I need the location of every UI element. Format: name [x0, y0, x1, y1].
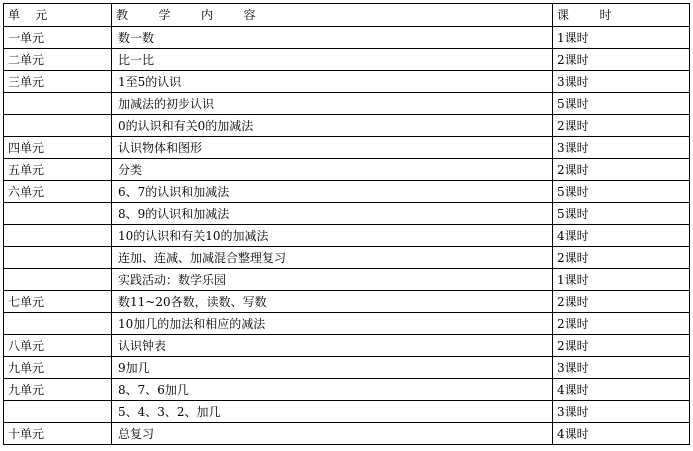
unit-cell: 七单元: [4, 291, 112, 313]
hours-cell: 5课时: [553, 203, 690, 225]
table-row: [4, 379, 690, 401]
unit-cell: [4, 313, 112, 335]
hours-cell: 3课时: [553, 401, 690, 423]
content-cell: 10的认识和有关10的加减法: [112, 225, 553, 247]
unit-cell: [4, 115, 112, 137]
content-cell: 分类: [112, 159, 553, 181]
table-row: [4, 247, 690, 269]
table-row: [4, 93, 690, 115]
content-cell: 比一比: [112, 49, 553, 71]
table-row: [4, 71, 690, 93]
unit-cell: 八单元: [4, 335, 112, 357]
table-row: [4, 423, 690, 445]
table-row: [4, 49, 690, 71]
content-cell: 8、7、6加几: [112, 379, 553, 401]
unit-cell: 十单元: [4, 423, 112, 445]
unit-cell: [4, 247, 112, 269]
unit-cell: [4, 203, 112, 225]
hours-cell: 3课时: [553, 137, 690, 159]
content-cell: 连加、连减、加减混合整理复习: [112, 247, 553, 269]
content-cell: 总复习: [112, 423, 553, 445]
unit-cell: 五单元: [4, 159, 112, 181]
hours-cell: 4课时: [553, 379, 690, 401]
table-body: [4, 27, 690, 445]
hours-cell: 3课时: [553, 357, 690, 379]
table-row: [4, 401, 690, 423]
hours-cell: 5课时: [553, 93, 690, 115]
hours-cell: 4课时: [553, 225, 690, 247]
hours-cell: 5课时: [553, 181, 690, 203]
hours-cell: 4课时: [553, 423, 690, 445]
unit-cell: 六单元: [4, 181, 112, 203]
hours-cell: 2课时: [553, 247, 690, 269]
hours-cell: 2课时: [553, 159, 690, 181]
unit-cell: 三单元: [4, 71, 112, 93]
hours-cell: 1课时: [553, 27, 690, 49]
table-row: [4, 27, 690, 49]
table-row: [4, 159, 690, 181]
table-row: [4, 181, 690, 203]
content-cell: 1至5的认识: [112, 71, 553, 93]
content-cell: 10加几的加法和相应的减法: [112, 313, 553, 335]
content-cell: 9加几: [112, 357, 553, 379]
content-cell: 0的认识和有关0的加减法: [112, 115, 553, 137]
content-cell: 实践活动：数学乐园: [112, 269, 553, 291]
table-row: [4, 335, 690, 357]
unit-cell: 四单元: [4, 137, 112, 159]
content-cell: 5、4、3、2、加几: [112, 401, 553, 423]
content-cell: 数11~20各数，读数、写数: [112, 291, 553, 313]
hours-cell: 2课时: [553, 49, 690, 71]
curriculum-schedule-table: [3, 3, 690, 445]
unit-cell: [4, 401, 112, 423]
table-row: [4, 115, 690, 137]
table-row: [4, 137, 690, 159]
table-row: [4, 357, 690, 379]
unit-cell: 一单元: [4, 27, 112, 49]
hours-cell: 2课时: [553, 291, 690, 313]
hours-cell: 2课时: [553, 115, 690, 137]
hours-cell: 3课时: [553, 71, 690, 93]
unit-cell: 二单元: [4, 49, 112, 71]
content-cell: 认识钟表: [112, 335, 553, 357]
unit-cell: 九单元: [4, 357, 112, 379]
unit-cell: [4, 269, 112, 291]
table-row: [4, 291, 690, 313]
table-row: [4, 269, 690, 291]
unit-cell: [4, 225, 112, 247]
content-cell: 8、9的认识和加减法: [112, 203, 553, 225]
table-header: [4, 4, 690, 27]
content-cell: 数一数: [112, 27, 553, 49]
hours-cell: 2课时: [553, 335, 690, 357]
content-cell: 认识物体和图形: [112, 137, 553, 159]
header-row: [4, 4, 690, 27]
unit-cell: 九单元: [4, 379, 112, 401]
header-content: 教 学 内 容: [112, 4, 553, 27]
header-hours: 课 时: [553, 4, 690, 27]
content-cell: 加减法的初步认识: [112, 93, 553, 115]
hours-cell: 2课时: [553, 313, 690, 335]
table-row: [4, 313, 690, 335]
unit-cell: [4, 93, 112, 115]
table-row: [4, 225, 690, 247]
table-row: [4, 203, 690, 225]
content-cell: 6、7的认识和加减法: [112, 181, 553, 203]
header-unit: 单 元: [4, 4, 112, 27]
hours-cell: 1课时: [553, 269, 690, 291]
